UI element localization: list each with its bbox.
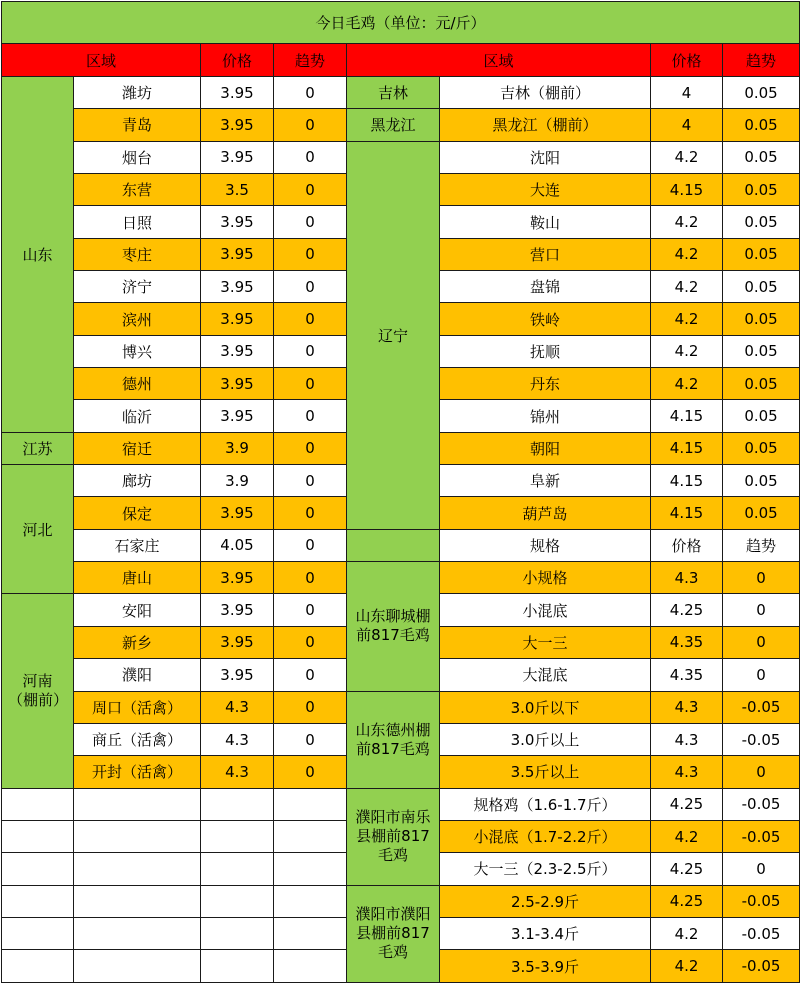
city-cell: 枣庄 bbox=[74, 238, 201, 270]
price-cell: 4.3 bbox=[651, 723, 723, 755]
trend-cell: 0.05 bbox=[723, 174, 800, 206]
city-cell: 德州 bbox=[74, 368, 201, 400]
table-row bbox=[2, 76, 800, 108]
city-cell: 济宁 bbox=[74, 271, 201, 303]
region-blank bbox=[347, 529, 440, 561]
title-row bbox=[2, 2, 800, 44]
city-cell: 濮阳 bbox=[74, 659, 201, 691]
empty-cell bbox=[74, 917, 201, 949]
trend-cell: 0.05 bbox=[723, 109, 800, 141]
price-cell: 4.2 bbox=[651, 917, 723, 949]
trend-cell: 0.05 bbox=[723, 432, 800, 464]
city-cell: 唐山 bbox=[74, 562, 201, 594]
price-cell: 4.3 bbox=[201, 756, 274, 788]
header-left-region: 区域 bbox=[2, 44, 201, 77]
name-cell: 大混底 bbox=[440, 659, 651, 691]
trend-cell: -0.05 bbox=[723, 820, 800, 852]
name-cell: 葫芦岛 bbox=[440, 497, 651, 529]
header-right-trend: 趋势 bbox=[723, 44, 800, 77]
city-cell: 东营 bbox=[74, 174, 201, 206]
region-shandong: 山东 bbox=[2, 76, 74, 432]
empty-cell bbox=[74, 885, 201, 917]
city-cell: 宿迁 bbox=[74, 432, 201, 464]
name-cell: 铁岭 bbox=[440, 303, 651, 335]
name-cell: 3.0斤以上 bbox=[440, 723, 651, 755]
price-cell: 3.95 bbox=[201, 400, 274, 432]
empty-cell bbox=[201, 950, 274, 983]
empty-cell bbox=[2, 788, 74, 820]
price-cell: 3.5 bbox=[201, 174, 274, 206]
trend-cell: 0 bbox=[274, 238, 347, 270]
price-cell: 3.95 bbox=[201, 368, 274, 400]
region-puyang: 濮阳市濮阳县棚前817毛鸡 bbox=[347, 885, 440, 982]
trend-cell: 0 bbox=[723, 594, 800, 626]
price-cell: 4.25 bbox=[651, 885, 723, 917]
empty-cell bbox=[274, 853, 347, 885]
empty-cell bbox=[201, 917, 274, 949]
trend-cell: 0 bbox=[274, 432, 347, 464]
table-row bbox=[2, 562, 800, 594]
name-cell: 锦州 bbox=[440, 400, 651, 432]
trend-cell: 0 bbox=[723, 756, 800, 788]
trend-cell: -0.05 bbox=[723, 723, 800, 755]
name-cell: 3.1-3.4斤 bbox=[440, 917, 651, 949]
city-cell: 日照 bbox=[74, 206, 201, 238]
trend-cell: 0 bbox=[723, 562, 800, 594]
price-cell: 4 bbox=[651, 76, 723, 108]
name-cell: 大连 bbox=[440, 174, 651, 206]
empty-cell bbox=[201, 788, 274, 820]
price-cell: 4.3 bbox=[201, 691, 274, 723]
table-row bbox=[2, 529, 800, 561]
name-cell: 小混底 bbox=[440, 594, 651, 626]
empty-cell bbox=[274, 885, 347, 917]
header-right-region: 区域 bbox=[347, 44, 651, 77]
name-cell: 鞍山 bbox=[440, 206, 651, 238]
name-cell: 3.0斤以下 bbox=[440, 691, 651, 723]
trend-cell: 0.05 bbox=[723, 303, 800, 335]
spec-header-cell: 规格 bbox=[440, 529, 651, 561]
header-left-trend: 趋势 bbox=[274, 44, 347, 77]
empty-cell bbox=[74, 950, 201, 983]
empty-cell bbox=[274, 788, 347, 820]
trend-cell: 0 bbox=[274, 594, 347, 626]
name-cell: 规格鸡（1.6-1.7斤） bbox=[440, 788, 651, 820]
spec-header-cell: 价格 bbox=[651, 529, 723, 561]
empty-cell bbox=[201, 853, 274, 885]
price-cell: 4.2 bbox=[651, 238, 723, 270]
price-cell: 3.95 bbox=[201, 109, 274, 141]
city-cell: 商丘（活禽） bbox=[74, 723, 201, 755]
name-cell: 大一三 bbox=[440, 626, 651, 658]
trend-cell: 0.05 bbox=[723, 335, 800, 367]
trend-cell: 0 bbox=[274, 400, 347, 432]
trend-cell: 0 bbox=[723, 659, 800, 691]
trend-cell: 0 bbox=[274, 206, 347, 238]
trend-cell: 0.05 bbox=[723, 141, 800, 173]
price-cell: 4.25 bbox=[651, 788, 723, 820]
trend-cell: 0 bbox=[274, 626, 347, 658]
price-cell: 4.05 bbox=[201, 529, 274, 561]
trend-cell: 0 bbox=[274, 368, 347, 400]
trend-cell: 0 bbox=[274, 497, 347, 529]
trend-cell: 0.05 bbox=[723, 368, 800, 400]
name-cell: 黑龙江（棚前） bbox=[440, 109, 651, 141]
price-cell: 4.2 bbox=[651, 950, 723, 983]
price-cell: 4.2 bbox=[651, 206, 723, 238]
name-cell: 3.5斤以上 bbox=[440, 756, 651, 788]
city-cell: 新乡 bbox=[74, 626, 201, 658]
empty-cell bbox=[274, 917, 347, 949]
city-cell: 博兴 bbox=[74, 335, 201, 367]
trend-cell: -0.05 bbox=[723, 950, 800, 983]
table-title: 今日毛鸡（单位：元/斤） bbox=[2, 2, 800, 44]
empty-cell bbox=[274, 950, 347, 983]
price-cell: 3.95 bbox=[201, 335, 274, 367]
trend-cell: 0.05 bbox=[723, 271, 800, 303]
price-cell: 3.95 bbox=[201, 659, 274, 691]
city-cell: 烟台 bbox=[74, 141, 201, 173]
price-cell: 3.95 bbox=[201, 562, 274, 594]
empty-cell bbox=[74, 820, 201, 852]
empty-cell bbox=[2, 885, 74, 917]
empty-cell bbox=[2, 853, 74, 885]
price-cell: 4.15 bbox=[651, 432, 723, 464]
region-heilongjiang: 黑龙江 bbox=[347, 109, 440, 141]
region-hebei: 河北 bbox=[2, 465, 74, 594]
table-row bbox=[2, 788, 800, 820]
name-cell: 沈阳 bbox=[440, 141, 651, 173]
trend-cell: 0 bbox=[274, 756, 347, 788]
trend-cell: 0 bbox=[723, 853, 800, 885]
empty-cell bbox=[2, 820, 74, 852]
trend-cell: 0 bbox=[274, 335, 347, 367]
trend-cell: 0 bbox=[274, 303, 347, 335]
trend-cell: 0 bbox=[723, 626, 800, 658]
spec-header-cell: 趋势 bbox=[723, 529, 800, 561]
price-cell: 4.15 bbox=[651, 497, 723, 529]
price-cell: 4.2 bbox=[651, 368, 723, 400]
trend-cell: 0 bbox=[274, 271, 347, 303]
table-row bbox=[2, 885, 800, 917]
empty-cell bbox=[274, 820, 347, 852]
trend-cell: 0 bbox=[274, 109, 347, 141]
trend-cell: -0.05 bbox=[723, 885, 800, 917]
city-cell: 周口（活禽） bbox=[74, 691, 201, 723]
region-liaocheng: 山东聊城棚前817毛鸡 bbox=[347, 562, 440, 691]
price-cell: 4.35 bbox=[651, 626, 723, 658]
empty-cell bbox=[201, 820, 274, 852]
trend-cell: -0.05 bbox=[723, 691, 800, 723]
header-right-price: 价格 bbox=[651, 44, 723, 77]
price-cell: 4 bbox=[651, 109, 723, 141]
header-row bbox=[2, 44, 800, 77]
price-cell: 4.3 bbox=[651, 756, 723, 788]
table-row bbox=[2, 141, 800, 173]
city-cell: 潍坊 bbox=[74, 76, 201, 108]
price-cell: 3.95 bbox=[201, 626, 274, 658]
empty-cell bbox=[74, 853, 201, 885]
price-cell: 4.2 bbox=[651, 271, 723, 303]
city-cell: 滨州 bbox=[74, 303, 201, 335]
trend-cell: 0.05 bbox=[723, 238, 800, 270]
price-cell: 3.95 bbox=[201, 206, 274, 238]
price-cell: 3.9 bbox=[201, 465, 274, 497]
trend-cell: 0 bbox=[274, 691, 347, 723]
trend-cell: 0 bbox=[274, 76, 347, 108]
name-cell: 小规格 bbox=[440, 562, 651, 594]
trend-cell: 0 bbox=[274, 174, 347, 206]
region-henan: 河南（棚前） bbox=[2, 594, 74, 788]
trend-cell: 0 bbox=[274, 723, 347, 755]
header-left-price: 价格 bbox=[201, 44, 274, 77]
empty-cell bbox=[2, 917, 74, 949]
trend-cell: 0.05 bbox=[723, 76, 800, 108]
name-cell: 营口 bbox=[440, 238, 651, 270]
city-cell: 石家庄 bbox=[74, 529, 201, 561]
price-cell: 3.95 bbox=[201, 76, 274, 108]
empty-cell bbox=[74, 788, 201, 820]
trend-cell: 0 bbox=[274, 465, 347, 497]
price-cell: 4.15 bbox=[651, 400, 723, 432]
trend-cell: 0 bbox=[274, 659, 347, 691]
city-cell: 开封（活禽） bbox=[74, 756, 201, 788]
name-cell: 丹东 bbox=[440, 368, 651, 400]
name-cell: 2.5-2.9斤 bbox=[440, 885, 651, 917]
price-cell: 4.15 bbox=[651, 174, 723, 206]
price-cell: 4.3 bbox=[651, 691, 723, 723]
trend-cell: 0.05 bbox=[723, 206, 800, 238]
city-cell: 廊坊 bbox=[74, 465, 201, 497]
trend-cell: 0 bbox=[274, 141, 347, 173]
price-cell: 4.3 bbox=[201, 723, 274, 755]
table-row bbox=[2, 109, 800, 141]
region-liaoning: 辽宁 bbox=[347, 141, 440, 529]
price-cell: 4.2 bbox=[651, 820, 723, 852]
name-cell: 阜新 bbox=[440, 465, 651, 497]
price-cell: 4.35 bbox=[651, 659, 723, 691]
trend-cell: 0.05 bbox=[723, 400, 800, 432]
name-cell: 朝阳 bbox=[440, 432, 651, 464]
empty-cell bbox=[2, 950, 74, 983]
city-cell: 临沂 bbox=[74, 400, 201, 432]
price-cell: 3.95 bbox=[201, 271, 274, 303]
price-cell: 4.2 bbox=[651, 335, 723, 367]
city-cell: 保定 bbox=[74, 497, 201, 529]
table-row bbox=[2, 691, 800, 723]
price-cell: 4.15 bbox=[651, 465, 723, 497]
region-nanle: 濮阳市南乐县棚前817毛鸡 bbox=[347, 788, 440, 885]
name-cell: 3.5-3.9斤 bbox=[440, 950, 651, 983]
trend-cell: 0 bbox=[274, 562, 347, 594]
price-cell: 4.25 bbox=[651, 594, 723, 626]
price-cell: 4.2 bbox=[651, 303, 723, 335]
region-jiangsu: 江苏 bbox=[2, 432, 74, 464]
trend-cell: 0 bbox=[274, 529, 347, 561]
trend-cell: -0.05 bbox=[723, 917, 800, 949]
price-cell: 3.95 bbox=[201, 303, 274, 335]
price-cell: 3.9 bbox=[201, 432, 274, 464]
trend-cell: -0.05 bbox=[723, 788, 800, 820]
city-cell: 青岛 bbox=[74, 109, 201, 141]
trend-cell: 0.05 bbox=[723, 497, 800, 529]
region-jilin: 吉林 bbox=[347, 76, 440, 108]
price-cell: 3.95 bbox=[201, 497, 274, 529]
region-dezhou: 山东德州棚前817毛鸡 bbox=[347, 691, 440, 788]
price-cell: 3.95 bbox=[201, 594, 274, 626]
price-cell: 3.95 bbox=[201, 238, 274, 270]
empty-cell bbox=[201, 885, 274, 917]
name-cell: 抚顺 bbox=[440, 335, 651, 367]
price-table bbox=[1, 1, 800, 983]
price-cell: 4.25 bbox=[651, 853, 723, 885]
name-cell: 盘锦 bbox=[440, 271, 651, 303]
price-cell: 3.95 bbox=[201, 141, 274, 173]
price-cell: 4.3 bbox=[651, 562, 723, 594]
name-cell: 大一三（2.3-2.5斤） bbox=[440, 853, 651, 885]
price-cell: 4.2 bbox=[651, 141, 723, 173]
name-cell: 吉林（棚前） bbox=[440, 76, 651, 108]
city-cell: 安阳 bbox=[74, 594, 201, 626]
name-cell: 小混底（1.7-2.2斤） bbox=[440, 820, 651, 852]
trend-cell: 0.05 bbox=[723, 465, 800, 497]
